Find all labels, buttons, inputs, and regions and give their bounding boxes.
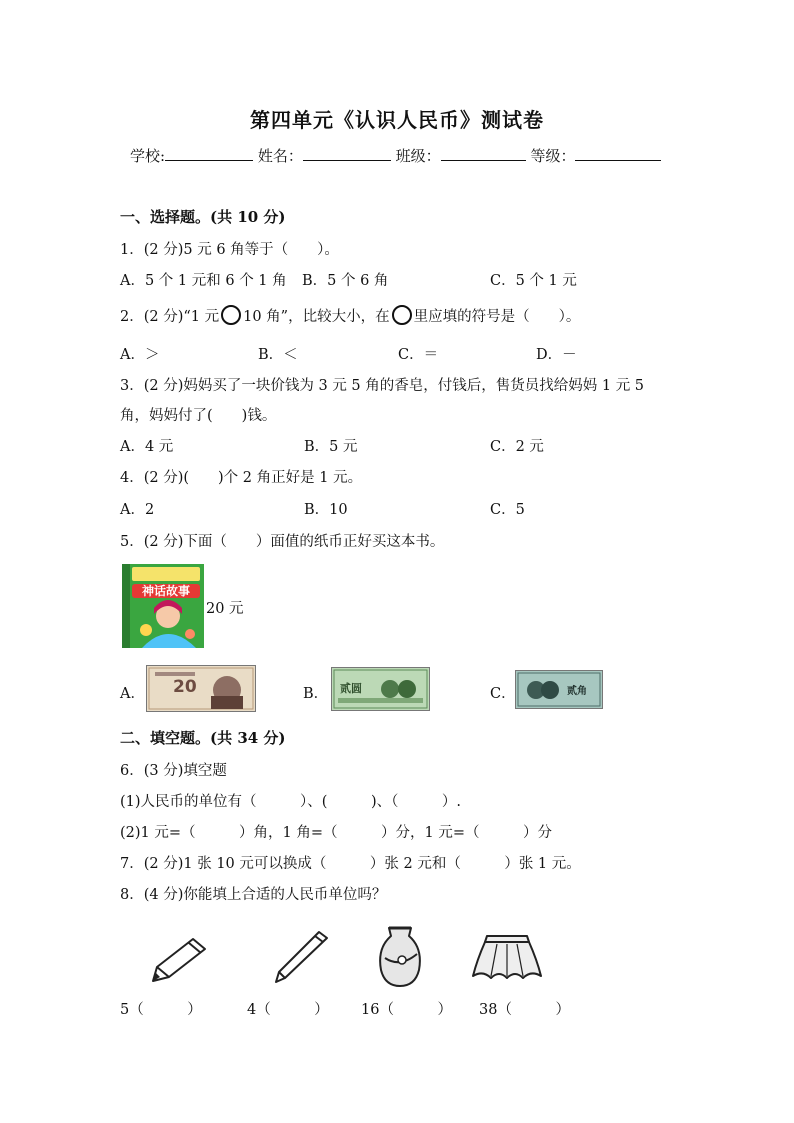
pen-icon [273, 928, 333, 986]
q3-option-c[interactable]: C．2 元 [490, 439, 544, 455]
name-label: 姓名： [257, 147, 303, 165]
q3-option-b[interactable]: B．5 元 [304, 439, 358, 455]
q3-option-a[interactable]: A．4 元 [120, 439, 174, 455]
skirt-icon [471, 932, 543, 982]
book-price: 20 元 [206, 601, 244, 617]
question-8: 8．(4 分)你能填上合适的人民币单位吗？ [120, 887, 387, 903]
compare-circle [392, 305, 412, 325]
name-blank[interactable] [303, 146, 391, 161]
banknote-2-yuan[interactable] [331, 667, 430, 711]
question-7: 7．(2 分)1 张 10 元可以换成（ ）张 2 元和（ ）张 1 元。 [120, 856, 581, 872]
q5-option-b[interactable]: B． [303, 686, 329, 702]
q8-item-2: 4（ ） [247, 1002, 329, 1018]
q8-item-4: 38（ ） [479, 1002, 570, 1018]
page-title: 第四单元《认识人民币》测试卷 [250, 108, 544, 132]
question-3-line-1: 3．(2 分)妈妈买了一块价钱为 3 元 5 角的香皂，付钱后，售货员找给妈妈 1 元 5 [120, 378, 645, 394]
q4-option-c[interactable]: C．5 [490, 502, 525, 518]
school-blank[interactable] [165, 146, 253, 161]
q4-option-b[interactable]: B．10 [304, 502, 348, 518]
banknote-2-jiao[interactable] [515, 670, 603, 709]
q1-option-a[interactable]: A．5 个 1 元和 6 个 1 角 [120, 273, 287, 289]
q2-option-a[interactable]: A．＞ [120, 347, 160, 363]
book-title: 神话故事 [141, 584, 190, 598]
q2-option-b[interactable]: B．＜ [258, 347, 298, 363]
class-label: 班级： [395, 147, 441, 165]
question-3-line-2: 角，妈妈付了( )钱。 [120, 408, 277, 424]
question-1: 1．(2 分)5 元 6 角等于（ ）。 [120, 242, 339, 258]
banknote-20-yuan[interactable] [146, 665, 256, 712]
bill-c-value: 贰角 [567, 686, 587, 697]
pencil-icon [149, 935, 209, 985]
grade-label: 等级： [530, 147, 576, 165]
q8-item-1: 5（ ） [120, 1002, 202, 1018]
class-blank[interactable] [441, 146, 526, 161]
section-1-heading: 一、选择题。(共 10 分) [120, 208, 286, 226]
q2-option-c[interactable]: C．＝ [398, 347, 439, 363]
q8-item-3: 16（ ） [361, 1002, 452, 1018]
question-6-part-2: (2)1 元=（ ）角，1 角=（ ）分，1 元=（ ）分 [120, 825, 552, 841]
bill-b-value: 贰圆 [340, 682, 362, 695]
storybook-image [122, 564, 204, 648]
question-6: 6．(3 分)填空题 [120, 763, 227, 779]
q5-option-a[interactable]: A． [120, 686, 145, 702]
grade-blank[interactable] [575, 146, 661, 161]
question-2: 2．(2 分)“1 元 10 角”，比较大小，在 里应填的符号是（ ）。 [120, 305, 580, 326]
q5-option-c[interactable]: C． [490, 686, 516, 702]
q4-option-a[interactable]: A．2 [120, 502, 155, 518]
q2-option-d[interactable]: D．－ [536, 347, 577, 363]
student-info-line [130, 145, 661, 166]
question-5: 5．(2 分)下面（ ）面值的纸币正好买这本书。 [120, 534, 445, 550]
q1-option-b[interactable]: B．5 个 6 角 [302, 273, 389, 289]
question-4: 4．(2 分)( )个 2 角正好是 1 元。 [120, 470, 363, 486]
q1-option-c[interactable]: C．5 个 1 元 [490, 273, 577, 289]
vase-icon [375, 924, 425, 990]
section-2-heading: 二、填空题。(共 34 分) [120, 729, 286, 747]
question-6-part-1: (1)人民币的单位有（ ）、( )、（ ）. [120, 794, 461, 810]
school-label: 学校: [130, 147, 166, 165]
compare-circle [221, 305, 241, 325]
bill-a-value: 20 [173, 677, 197, 697]
